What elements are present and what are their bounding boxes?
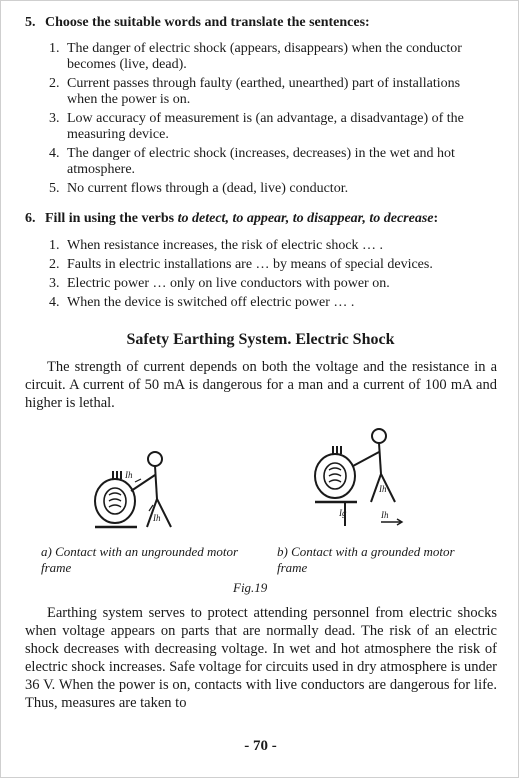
figure-a-ungrounded-motor [85, 441, 215, 541]
exercise5-item-text: No current flows through a (dead, live) conductor. [67, 181, 349, 196]
figure-a-caption: a) Contact with an ungrounded motor frame [41, 544, 239, 575]
exercise6-item [49, 295, 489, 311]
exercise5-item [49, 146, 489, 178]
current-label-a1: Ih [125, 470, 133, 480]
earthing-paragraph-text: Earthing system serves to protect attending personnel from electric shocks when voltage appears on parts that are normally dead. The risk of an electric shock decreases with decreasing voltage. In wet and hot atmosphere the risk of electric shock increases. Safe voltage for circuits used in dry atmosphere is under 36 V. When the power is on, contacts with live conductors are dangerous for life. Thus, measures are taken to [25, 605, 497, 711]
person-b-head [372, 429, 386, 443]
page-number: - 70 - [244, 738, 277, 754]
exercise-6-title-prefix: Fill in using the verbs [45, 211, 178, 226]
exercise-6-title-suffix: : [433, 211, 439, 226]
exercise6-item-number: 2. [49, 257, 60, 272]
exercise6-item-text: When resistance increases, the risk of electric shock … . [67, 238, 384, 253]
exercise5-item-text: The danger of electric shock (appears, disappears) when the conductor becomes (live, dead). [67, 41, 462, 72]
intro-paragraph-text: The strength of current depends on both the voltage and the resistance in a circuit. A current of 50 mA is dangerous for a man and a current of 100 mA and higher is lethal. [25, 359, 497, 411]
exercise-6-heading [25, 210, 505, 227]
exercise-5-list [49, 41, 489, 200]
exercise5-item [49, 41, 489, 73]
motor-a-housing [95, 479, 135, 523]
motor-b-housing [315, 454, 355, 498]
figure-b-grounded-motor [301, 426, 441, 541]
current-label-b3: Ih [381, 510, 389, 520]
exercise-6-title-verbs: to detect, to appear, to disappear, to decrease [177, 211, 434, 226]
exercise6-item [49, 276, 489, 292]
person-a-arm [131, 475, 155, 491]
exercise5-item-text: Current passes through faulty (earthed, unearthed) part of installations when the power is on. [67, 76, 461, 107]
exercise5-item-number: 4. [49, 146, 60, 161]
figure-b-caption: b) Contact with a grounded motor frame [277, 544, 455, 575]
exercise6-item-text: Electric power … only on live conductors with power on. [67, 276, 390, 291]
current-label-b2: Ih [379, 484, 387, 494]
exercise5-item-number: 2. [49, 76, 60, 91]
exercise6-item-number: 3. [49, 276, 60, 291]
exercise5-item-text: The danger of electric shock (increases, decreases) in the wet and hot atmosphere. [67, 146, 455, 177]
exercise5-item-number: 5. [49, 181, 60, 196]
person-a-head [148, 452, 162, 466]
exercise6-item-text: When the device is switched off electric power … . [67, 295, 355, 310]
exercise6-item [49, 238, 489, 254]
exercise5-item [49, 76, 489, 108]
current-label-a2: Ih [153, 513, 161, 523]
exercise-6-list [49, 238, 489, 314]
exercise-5-number: 5. [25, 15, 36, 30]
exercise5-item [49, 181, 489, 197]
exercise6-item-text: Faults in electric installations are … by means of special devices. [67, 257, 433, 272]
exercise-5-heading [25, 14, 505, 31]
earthing-paragraph [25, 604, 497, 712]
intro-paragraph [25, 358, 497, 412]
exercise-5-title: Choose the suitable words and translate the sentences: [45, 15, 370, 30]
section-title: Safety Earthing System. Electric Shock [126, 331, 395, 348]
exercise6-item [49, 257, 489, 273]
exercise5-item [49, 111, 489, 143]
current-label-b1: Ig [339, 508, 347, 518]
exercise6-item-number: 4. [49, 295, 60, 310]
exercise5-item-text: Low accuracy of measurement is (an advantage, a disadvantage) of the measuring device. [67, 111, 464, 142]
figure-label: Fig.19 [233, 580, 268, 595]
exercise-6-number: 6. [25, 211, 36, 226]
exercise6-item-number: 1. [49, 238, 60, 253]
exercise5-item-number: 3. [49, 111, 60, 126]
exercise5-item-number: 1. [49, 41, 60, 56]
